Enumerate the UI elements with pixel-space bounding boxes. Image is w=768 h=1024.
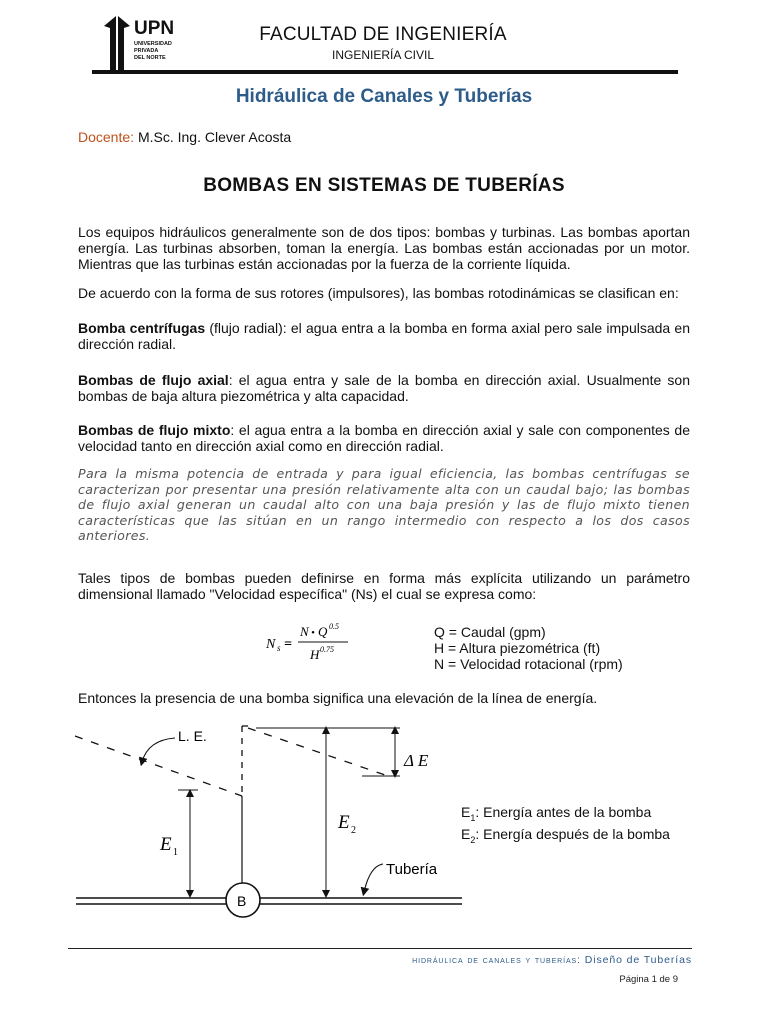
footer-section: Diseño de Tuberías [584,954,692,966]
e2-label: E [338,812,350,833]
handwritten-comparison-paragraph: Para la misma potencia de entrada y para igual eficiencia, las bombas centrífugas se caracterizan por presentar una presión relativamente alta con un caudal bajo; las bombas de flujo axial generan un caudal alto con una baja presión y las de flujo mixto tienen características que las sitúan en un rango intermedio con respecto a los dos casos anteriores. [78,466,690,543]
legend-velocidad: N = Velocidad rotacional (rpm) [434,656,623,672]
formula-legend [434,624,623,672]
energy-legend [461,804,670,848]
e1-subscript: 1 [173,847,178,858]
legend-altura: H = Altura piezométrica (ft) [434,640,601,656]
energy-line-label: L. E. [178,728,207,744]
faculty-title: FACULTAD DE INGENIERÍA [259,24,507,45]
footer-running-title [412,954,692,966]
upn-logo [96,12,188,70]
program-subtitle: INGENIERÍA CIVIL [331,48,435,62]
header-divider [92,70,678,74]
pump-label: B [237,893,247,909]
energy-elevation-paragraph: Entonces la presencia de una bomba significa una elevación de la línea de energía. [78,690,598,706]
axial-paragraph [78,372,690,404]
classification-paragraph: De acuerdo con la forma de sus rotores (impulsores), las bombas rotodinámicas se clasifican en: [78,285,679,301]
formula-numerator-q: Q [318,624,328,639]
energy-line-pointer [142,738,175,762]
logo-text: UPN [134,18,175,39]
docente-name: M.Sc. Ing. Clever Acosta [137,129,292,145]
logo-subtext-1: UNIVERSIDAD [134,41,172,47]
docente-label: Docente: [78,129,135,145]
e2-subscript: 2 [351,825,356,836]
formula-lhs: N [266,637,276,652]
formula-dot: • [311,627,315,639]
centrifugal-term: Bomba centrífugas [78,320,206,336]
document-title: BOMBAS EN SISTEMAS DE TUBERÍAS [203,175,565,196]
pipe-label: Tubería [386,861,438,878]
mixed-term: Bombas de flujo mixto [78,422,231,438]
centrifugal-paragraph [78,320,690,352]
specific-speed-paragraph: Tales tipos de bombas pueden definirse en forma más explícita utilizando un parámetro dimensional llamado "Velocidad específica" (Ns) el cual se expresa como: [78,570,690,602]
formula-denominator-h: H [310,647,320,662]
formula-numerator-n: N [300,624,309,639]
course-title: Hidráulica de Canales y Tuberías [235,86,533,107]
energy-line-before [75,736,242,796]
formula-equals: = [284,637,292,652]
energy-line-after [248,728,388,776]
page-number: Página 1 de 9 [619,974,678,985]
mixed-description: : el agua entra a la bomba en dirección axial y sale con componentes de velocidad tanto en dirección axial como en dirección radial. [78,422,691,454]
energy-legend-e1: $E_1$: Energía antes de la bomba [461,804,652,823]
energy-legend-e2: $E_2$: Energía después de la bomba [461,825,670,845]
axial-term: Bombas de flujo axial [78,372,229,388]
mixed-paragraph [78,422,690,454]
logo-subtext-2: PRIVADA [134,48,159,54]
pipe-pointer [364,864,383,892]
e1-label: E [160,834,172,855]
formula-lhs-sub: s [277,643,281,653]
footer-divider [68,948,692,949]
formula-denominator-exponent: 0.75 [320,645,334,654]
delta-e-label: Δ E [404,751,429,770]
footer-subject: hidráulica de canales y tuberías: [412,954,581,966]
docente-line [78,129,291,145]
centrifugal-description: (flujo radial): el agua entra a la bomba en forma axial pero sale impulsada en dirección radial. [78,320,690,352]
specific-speed-formula [262,618,362,664]
legend-caudal: Q = Caudal (gpm) [434,624,546,640]
axial-description: : el agua entra y sale de la bomba en dirección axial. Usualmente son bombas de baja altura piezométrica y alta capacidad. [78,372,690,404]
intro-paragraph: Los equipos hidráulicos generalmente son de dos tipos: bombas y turbinas. Las bombas aportan energía. Las turbinas absorben, toman la energía. Las bombas están accionadas por un motor. Mientras que las turbinas están accionadas por la fuerza de la corriente líquida. [78,224,690,272]
formula-numerator-exponent: 0.5 [329,622,339,631]
energy-line-diagram [70,718,470,918]
logo-subtext-3: DEL NORTE [134,55,166,61]
